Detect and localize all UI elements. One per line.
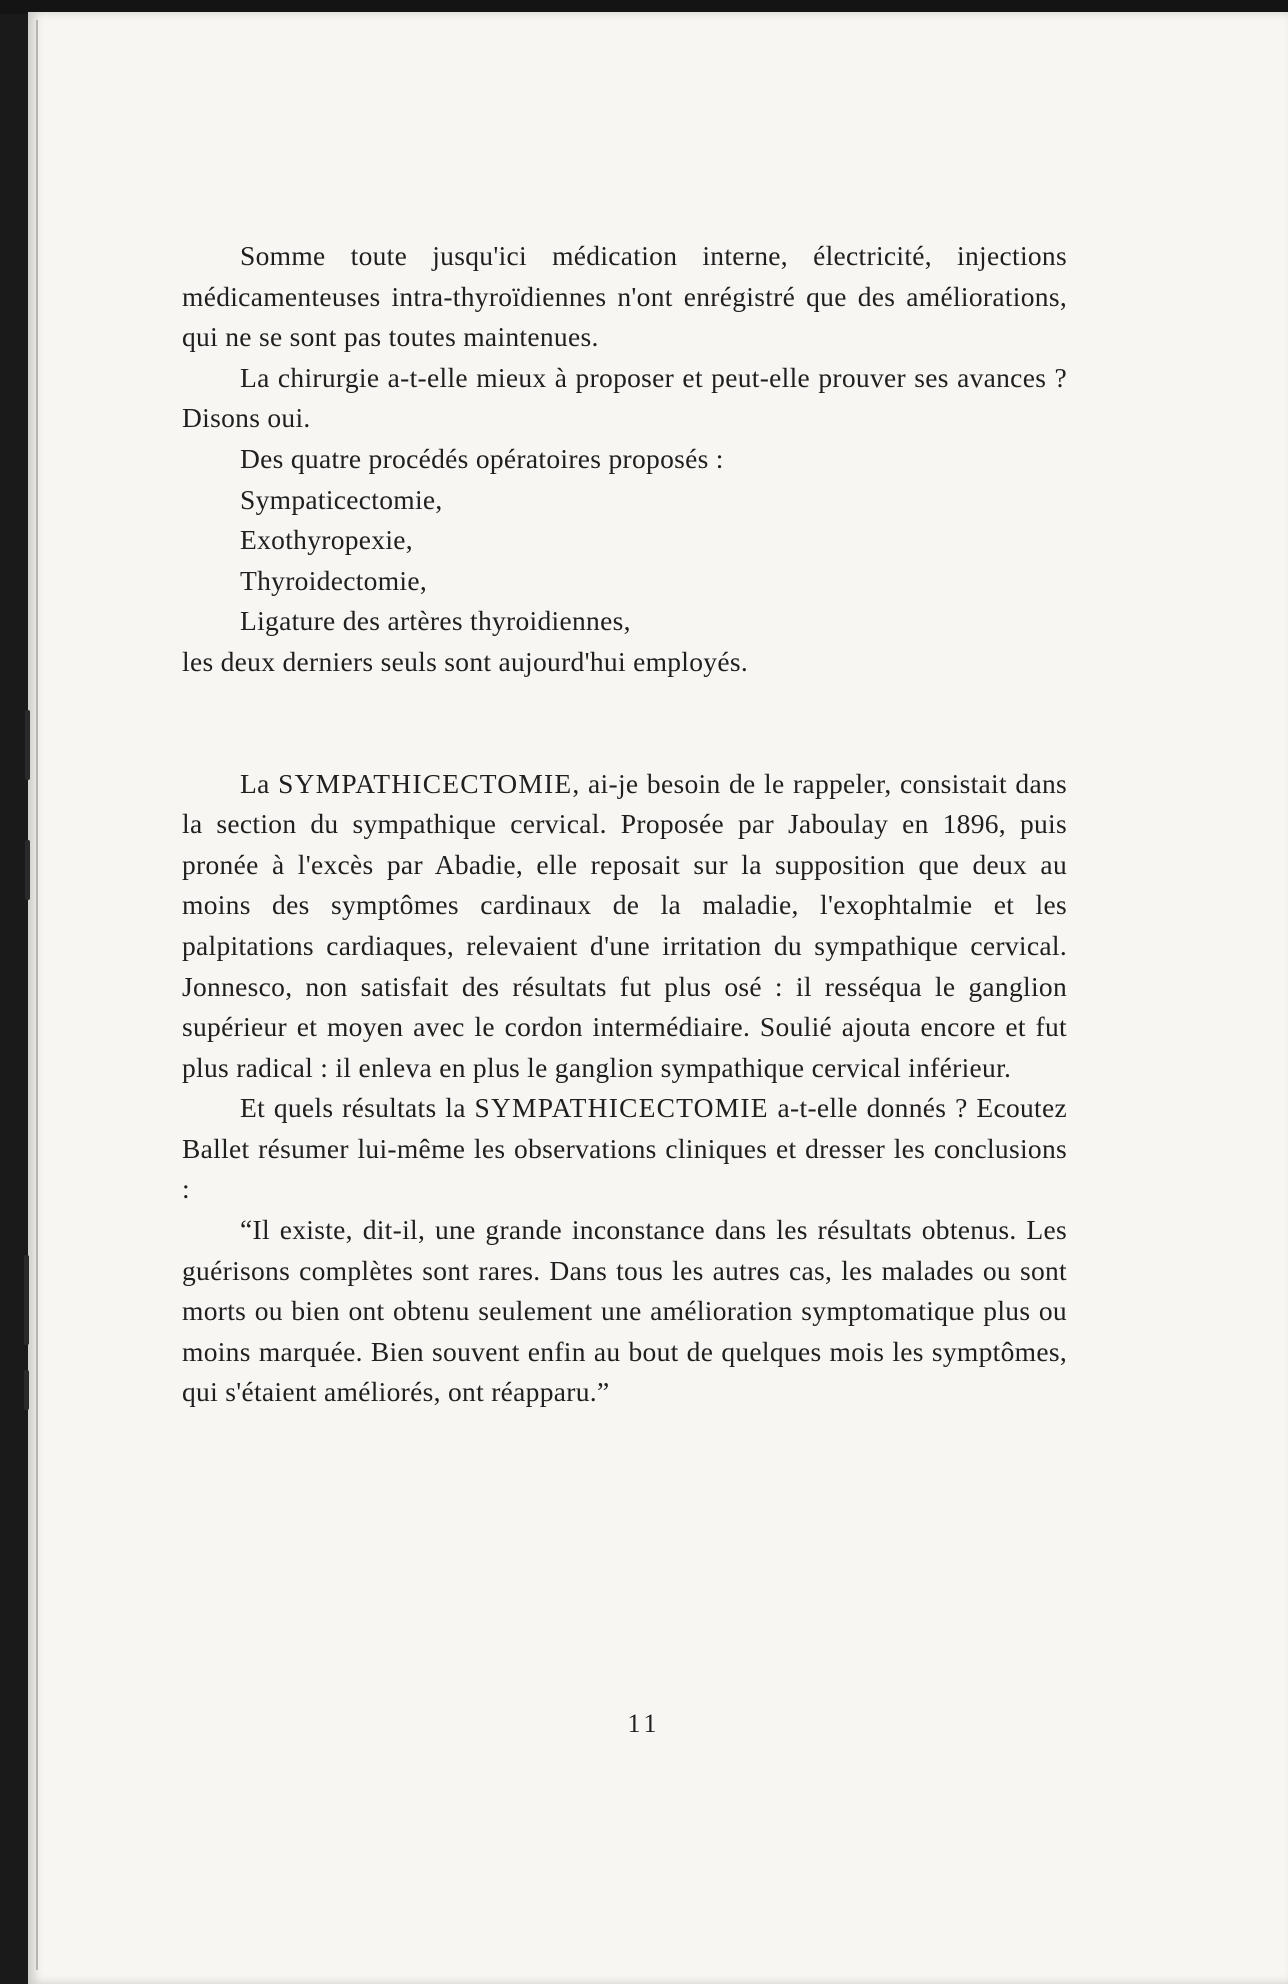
- section-gap: [182, 683, 1067, 764]
- text-run: , ai-je besoin de le rappeler, consistait dans la section du sympathique cervical. Proposée par Jaboulay en 1896, puis pronée à l'excès par Abadie, elle reposait sur la supposition que deux au moins des symptômes cardinaux de la maladie, l'exophtalmie et les palpitations cardiaques, relevaient d'une irritation du sympathique cervical. Jonnesco, non satisfait des résultats fut plus osé : il resséqua le ganglion supérieur et moyen avec le cordon intermédiaire. Soulié ajouta encore et fut plus radical : il enleva en plus le ganglion sympathique cervical inférieur.: [182, 767, 1067, 1083]
- quote-ballet: “Il existe, dit-il, une grande inconstance dans les résultats obtenus. Les guérisons complètes sont rares. Dans tous les autres cas, les malades ou sont morts ou bien ont obtenu seulement une amélioration symptomatique plus ou moins marquée. Bien souvent enfin au bout de quelques mois les symptômes, qui s'étaient améliorés, ont réapparu.”: [182, 1214, 1067, 1408]
- procedure-item: Sympaticectomie,: [240, 483, 443, 515]
- binding-mark: [24, 1370, 29, 1410]
- paragraph-procedures-intro: Des quatre procédés opératoires proposés :: [240, 442, 724, 474]
- procedure-item: Ligature des artères thyroidiennes,: [240, 605, 631, 637]
- binding-edge: [36, 20, 38, 1970]
- text-run: Et quels résultats la: [240, 1092, 475, 1124]
- text-run: La: [240, 767, 279, 799]
- binding-mark: [25, 710, 30, 780]
- binding-mark: [25, 840, 30, 900]
- term-sympathicectomie: SYMPATHICECTOMIE: [474, 1092, 769, 1124]
- procedure-item: Thyroidectomie,: [240, 564, 428, 596]
- paragraph-medication: Somme toute jusqu'ici médication interne, électricité, injections médicamenteuses intra-thyroïdiennes n'ont enrégistré que des améliorations, qui ne se sont pas toutes maintenues.: [182, 240, 1067, 353]
- procedure-item: Exothyropexie,: [240, 524, 413, 556]
- term-sympathicectomie: SYMPATHICECTOMIE: [278, 767, 573, 799]
- page-body: [182, 236, 1067, 1413]
- paragraph-surgery: La chirurgie a-t-elle mieux à proposer et peut-elle prouver ses avances ? Disons oui.: [182, 361, 1067, 434]
- page-number: 11: [627, 1709, 661, 1738]
- binding-mark: [24, 1255, 29, 1345]
- paragraph-results: [182, 1088, 1067, 1210]
- text-run: a-t-elle donnés ? Ecoutez Ballet résumer lui-même les observations cliniques et dresser les conclusions :: [182, 1092, 1068, 1205]
- paragraph-sympathicectomie: [182, 764, 1067, 1089]
- procedures-conclusion: les deux derniers seuls sont aujourd'hui employés.: [182, 645, 749, 677]
